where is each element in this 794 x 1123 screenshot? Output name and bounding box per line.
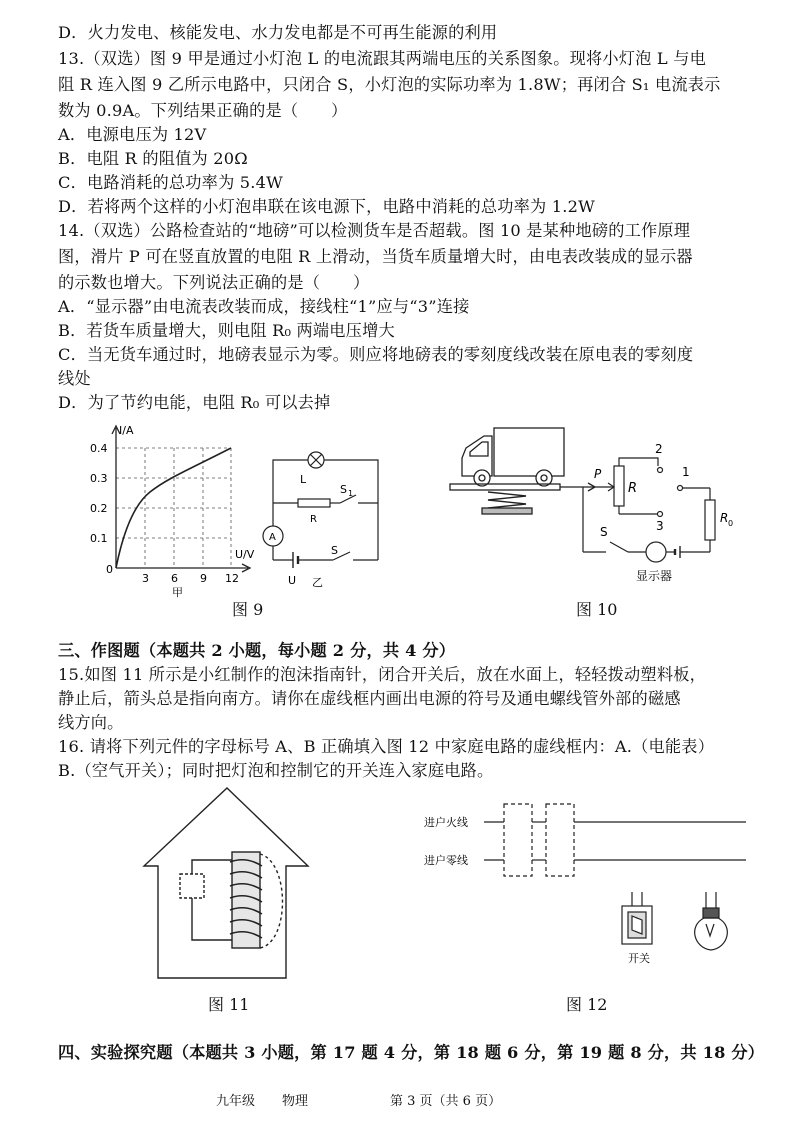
arrow-board [144,788,308,978]
question-16-line2: B.（空气开关）；同时把灯泡和控制它的开关连入家庭电路。 [58,761,494,780]
fig9-xtick-1: 3 [142,572,149,585]
fig9-ylabel: I/A [119,424,134,437]
fig10-R0-sub: 0 [728,519,734,528]
fig9-origin: 0 [106,563,113,576]
fig9-switch-s-label: S [331,544,338,557]
option-14-A: A．“显示器”由电流表改装而成，接线柱“1”应与“3”连接 [58,297,470,316]
fig10-display-label: 显示器 [636,569,673,583]
option-13-C: C．电路消耗的总功率为 5.4W [58,173,283,192]
fig12-neutral-label: 进户零线 [424,854,468,867]
fig10-terminal-3: 3 [656,519,664,533]
figure-9 [88,418,408,598]
fig9-switch-s1-sub: 1 [348,489,354,498]
option-14-C-line1: C．当无货车通过时，地磅表显示为零。则应将地磅表的零刻度线改装在原电表的零刻度 [58,345,694,364]
question-13-line2: 阻 R 连入图 9 乙所示电路中，只闭合 S，小灯泡的实际功率为 1.8W；再闭合 S₁ 电流表示 [58,75,721,94]
fig9-xtick-2: 6 [171,572,178,585]
question-13-line3: 数为 0.9A。下列结果正确的是（ ） [58,101,348,120]
fig10-P-label: P [594,467,602,481]
fig10-switch-label: S [600,525,608,539]
fig12-switch-label: 开关 [628,952,650,965]
figure-11 [140,782,315,982]
field-line [260,854,283,948]
figure-12 [418,800,758,970]
question-14-line3: 的示数也增大。下列说法正确的是（ ） [58,273,370,292]
fig9-voltage-label: U [288,574,297,587]
fig9-ammeter-label: A [269,532,276,543]
box-A [504,804,532,876]
fig10-terminal-1: 1 [682,465,690,479]
figure-9-circuit [263,452,378,568]
fig11-caption: 图 11 [208,995,250,1014]
fig9-ytick-2: 0.3 [90,472,108,485]
fig9-switch-s1-label: S [340,483,347,496]
option-14-C-line2: 线处 [58,369,91,388]
question-14-line1: 14.（双选）公路检查站的“地磅”可以检测货车是否超载。图 10 是某种地磅的工作原理 [58,221,691,240]
section-3-heading: 三、作图题（本题共 2 小题，每小题 2 分，共 4 分） [58,641,456,660]
fig12-live-label: 进户火线 [424,816,468,829]
fig9-ytick-1: 0.4 [90,442,108,455]
footer-grade: 九年级 [216,1094,256,1109]
fig9-xtick-3: 9 [200,572,207,585]
fig9-resistor-label: R [310,514,317,525]
footer-subject: 物理 [282,1094,309,1109]
fig9-ytick-3: 0.2 [90,502,108,515]
fig9-lamp-label: L [300,473,307,486]
section-4-heading: 四、实验探究题（本题共 3 小题，第 17 题 4 分，第 18 题 6 分，第 19 题 8 分，共 18 分） [58,1043,765,1062]
option-13-prev-D: D．火力发电、核能发电、水力发电都是不可再生能源的利用 [58,23,498,42]
footer-page: 第 3 页（共 6 页） [390,1094,502,1109]
power-source-box [180,874,204,898]
fig9-sub-a: 甲 [172,586,183,598]
option-13-B: B．电阻 R 的阻值为 20Ω [58,149,248,168]
question-15-line3: 线方向。 [58,713,124,732]
lightbulb-icon [695,892,728,950]
option-14-B: B．若货车质量增大，则电阻 R₀ 两端电压增大 [58,321,395,340]
question-14-line2: 图，滑片 P 可在竖直放置的电阻 R 上滑动，当货车质量增大时，由电表改装成的显示器 [58,247,693,266]
fig9-xtick-4: 12 [225,572,239,585]
fig10-caption: 图 10 [576,600,618,619]
fig10-R-label: R [628,481,638,496]
fig10-R0-label: R [720,511,729,525]
option-13-D: D．若将两个这样的小灯泡串联在该电源下，电路中消耗的总功率为 1.2W [58,197,595,216]
solenoid-core [232,852,260,948]
figure-10-truck [450,428,595,514]
option-13-A: A．电源电压为 12V [58,125,207,144]
fig10-terminal-2: 2 [655,442,663,456]
question-13-line1: 13.（双选）图 9 甲是通过小灯泡 L 的电流跟其两端电压的关系图象。现将小灯泡 L 与电 [58,49,706,68]
figure-9-graph [112,426,250,572]
question-16-line1: 16. 请将下列元件的字母标号 A、B 正确填入图 12 中家庭电路的虚线框内：A.（电能表） [58,737,715,756]
question-15-line1: 15.如图 11 所示是小红制作的泡沫指南针，闭合开关后，放在水面上，轻轻拨动塑料板， [58,665,706,684]
fig9-caption: 图 9 [232,600,264,619]
option-14-D: D．为了节约电能，电阻 R₀ 可以去掉 [58,393,331,412]
fig9-xlabel: U/V [235,548,255,561]
switch-icon [622,892,652,944]
fig9-sub-b: 乙 [312,576,323,589]
fig12-caption: 图 12 [566,995,608,1014]
fig9-ytick-4: 0.1 [90,532,108,545]
question-15-line2: 静止后，箭头总是指向南方。请你在虚线框内画出电源的符号及通电螺线管外部的磁感 [58,689,681,708]
figure-10 [448,418,748,588]
figure-10-circuit [583,458,715,562]
box-B [546,804,574,876]
